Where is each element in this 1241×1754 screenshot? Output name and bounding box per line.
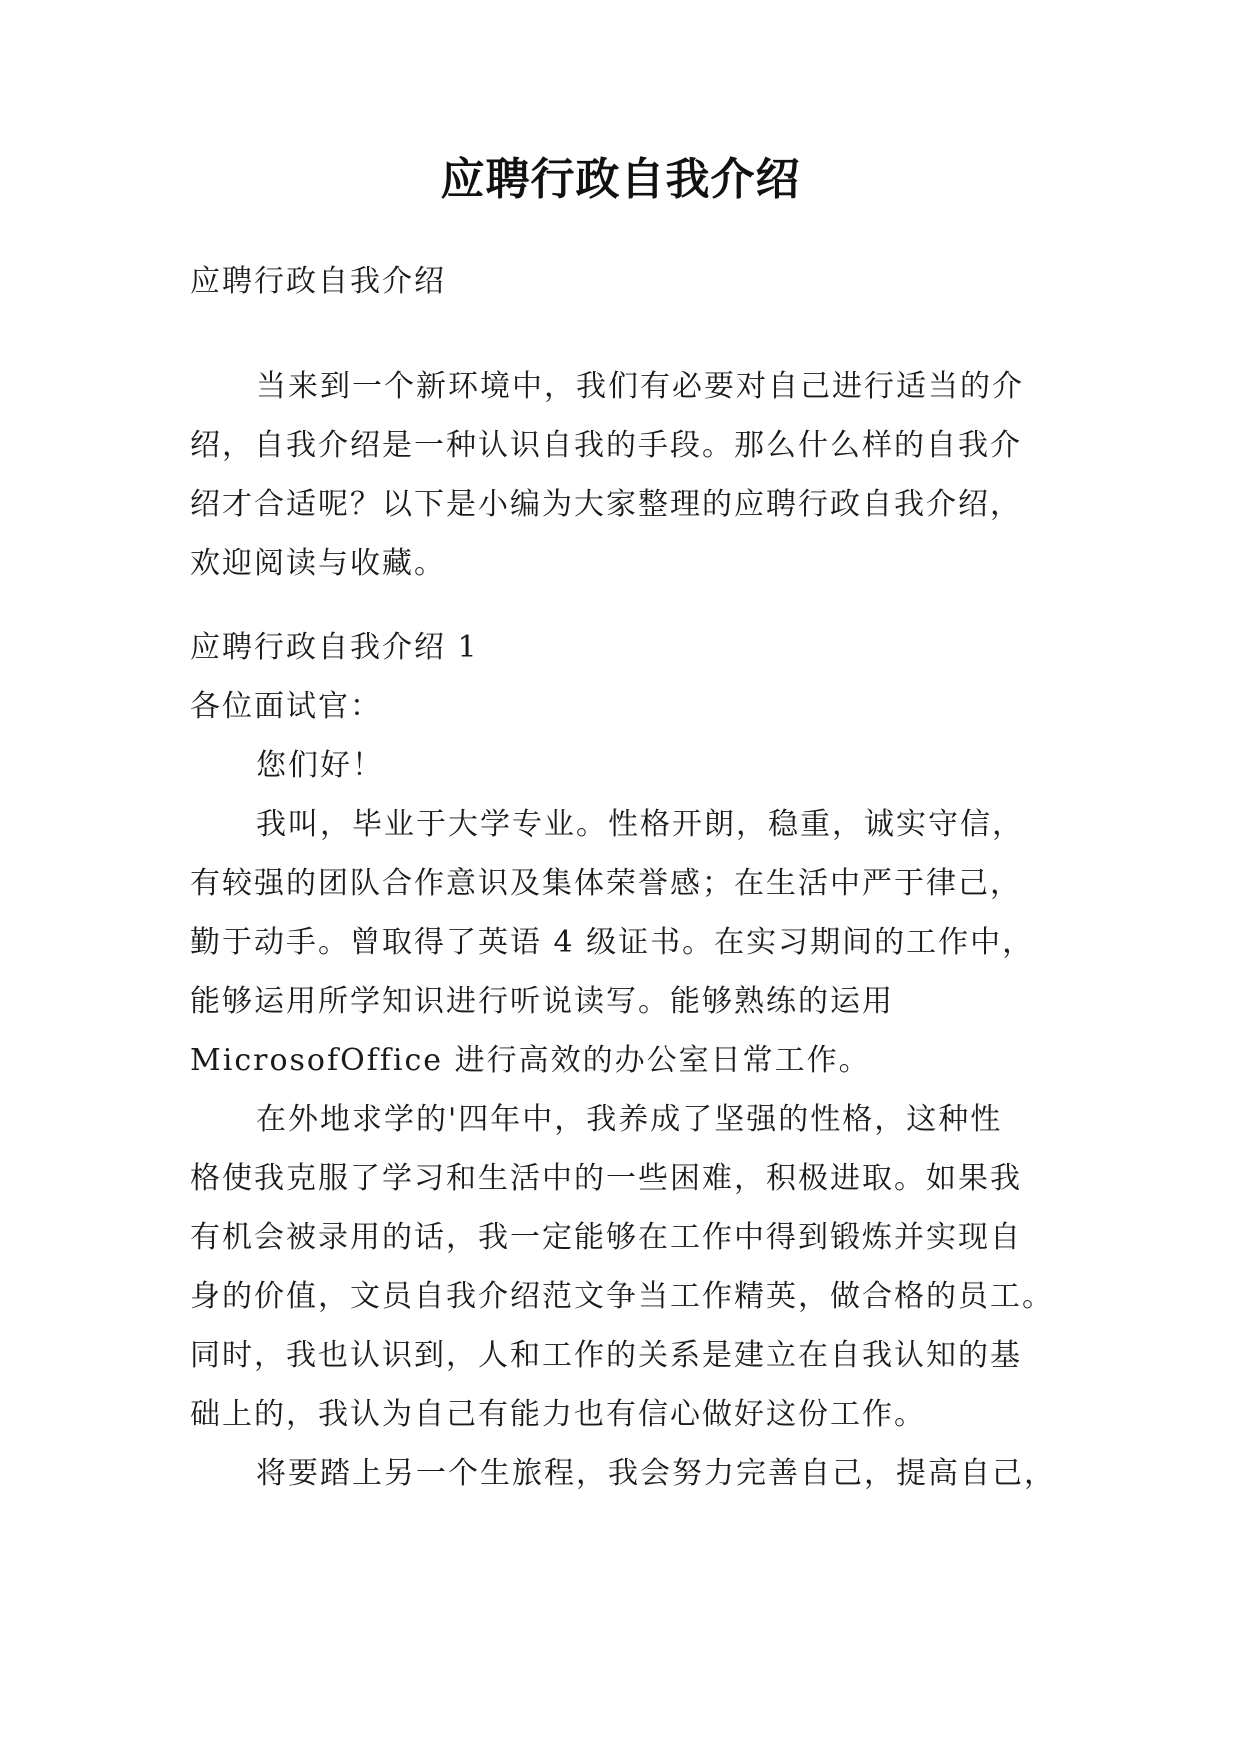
para1-line: MicrosofOffice 进行高效的办公室日常工作。 (190, 1043, 871, 1078)
intro-line: 当来到一个新环境中，我们有必要对自己进行适当的介 (256, 369, 1024, 404)
para2-line: 格使我克服了学习和生活中的一些困难，积极进取。如果我 (190, 1161, 1022, 1196)
section-heading: 应聘行政自我介绍 1 (190, 630, 479, 665)
para2-line: 有机会被录用的话，我一定能够在工作中得到锻炼并实现自 (190, 1220, 1022, 1255)
greeting: 各位面试官： (190, 689, 382, 724)
para2-line: 在外地求学的'四年中，我养成了坚强的性格，这种性 (256, 1102, 1003, 1137)
document-subtitle (190, 252, 1070, 311)
intro-line: 欢迎阅读与收藏。 (190, 546, 446, 581)
para2-line: 础上的，我认为自己有能力也有信心做好这份工作。 (190, 1397, 926, 1432)
para2-line: 同时，我也认识到，人和工作的关系是建立在自我认知的基 (190, 1338, 1022, 1373)
section-1 (190, 618, 1070, 1503)
para1-line: 勤于动手。曾取得了英语 4 级证书。在实习期间的工作中， (190, 925, 1035, 960)
para1-line: 有较强的团队合作意识及集体荣誉感；在生活中严于律己， (190, 866, 1022, 901)
intro-paragraph (190, 357, 1070, 593)
intro-line: 绍才合适呢？以下是小编为大家整理的应聘行政自我介绍， (190, 487, 1022, 522)
para1-line: 能够运用所学知识进行听说读写。能够熟练的运用 (190, 984, 894, 1019)
subtitle-line: 应聘行政自我介绍 (190, 264, 446, 299)
para2-line: 身的价值，文员自我介绍范文争当工作精英，做合格的员工。 (190, 1279, 1054, 1314)
para1-line: 我叫，毕业于大学专业。性格开朗，稳重，诚实守信， (256, 807, 1024, 842)
document-title: 应聘行政自我介绍 (440, 154, 801, 205)
para3-line: 将要踏上另一个生旅程，我会努力完善自己，提高自己， (256, 1456, 1056, 1491)
intro-line: 绍，自我介绍是一种认识自我的手段。那么什么样的自我介 (190, 428, 1022, 463)
hello-line: 您们好！ (256, 748, 384, 783)
